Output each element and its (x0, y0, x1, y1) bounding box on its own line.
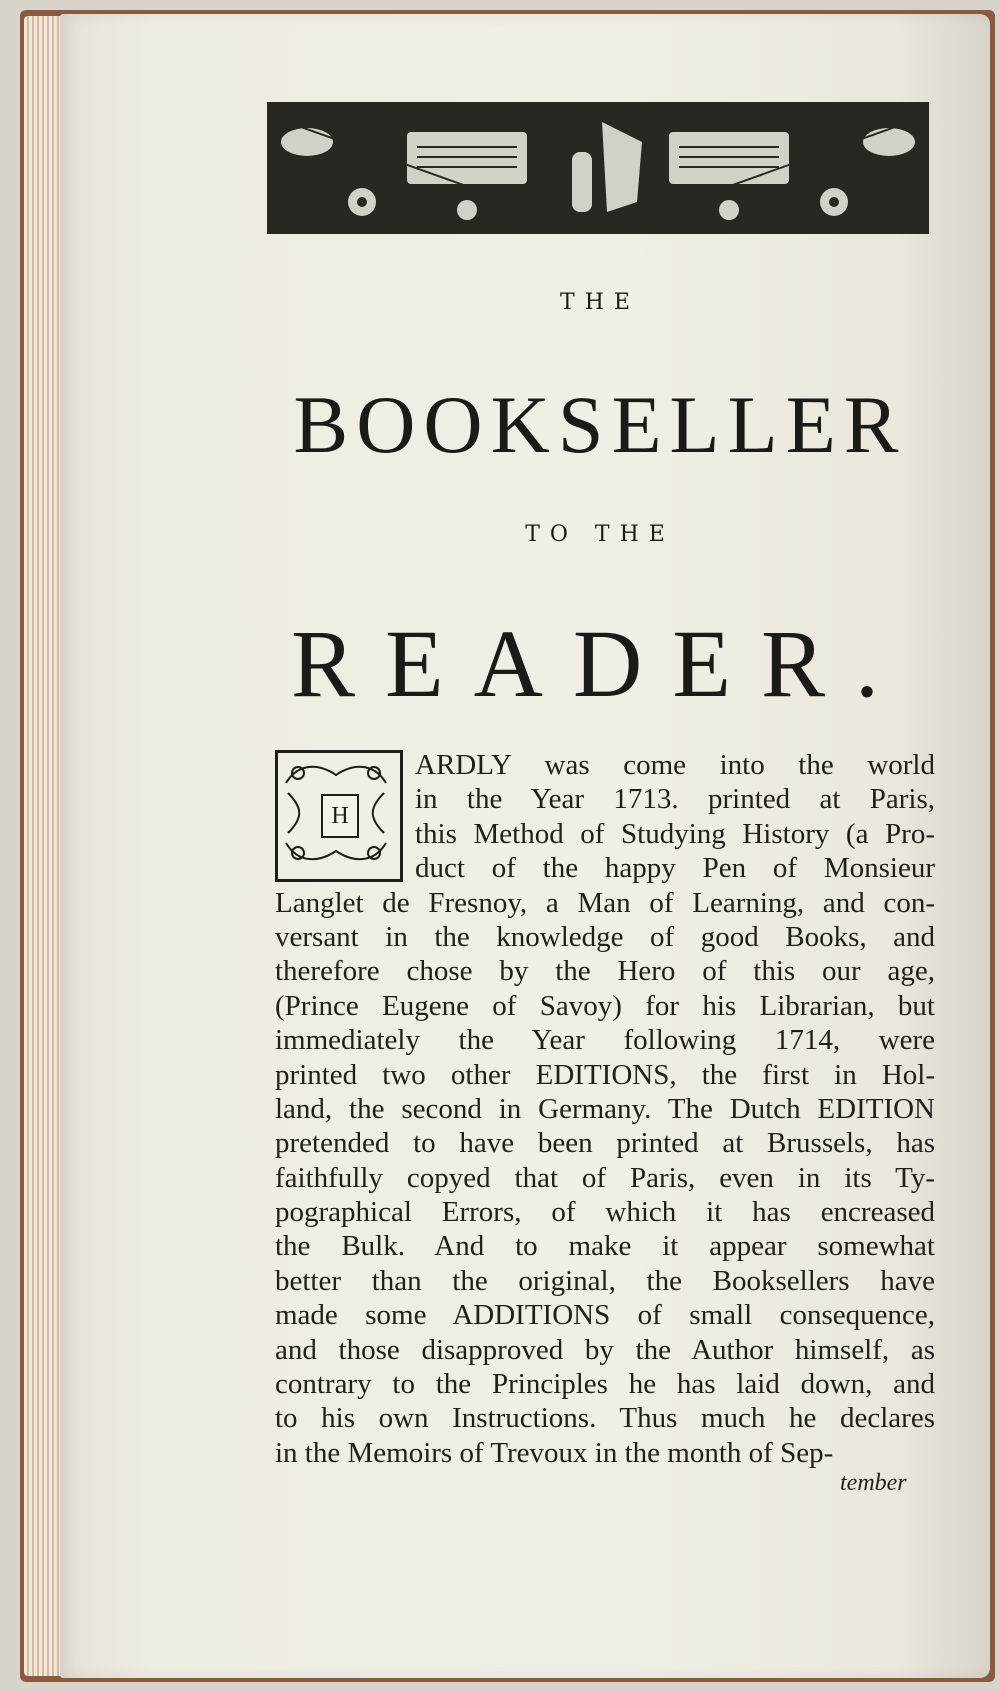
text-line: made some ADDITIONS of small consequence, (275, 1299, 935, 1332)
title-line-reader: READER. (291, 610, 909, 717)
body-text (275, 748, 935, 1470)
text-line: and those disapproved by the Author himself, as (275, 1333, 935, 1366)
drop-cap-letter: H (321, 794, 359, 838)
text-line: land, the second in Germany. The Dutch EDITION (275, 1092, 935, 1125)
text-line: this Method of Studying History (a Pro- (415, 817, 935, 850)
title-line-to-the: TO THE (525, 522, 675, 547)
text-line: the Bulk. And to make it appear somewhat (275, 1230, 935, 1263)
text-line: pretended to have been printed at Brussels, has (275, 1127, 935, 1160)
text-line: faithfully copyed that of Paris, even in its Ty- (275, 1161, 935, 1194)
text-line: versant in the knowledge of good Books, and (275, 920, 935, 953)
text-line: ARDLY was come into the world (415, 749, 935, 781)
woodcut-headpiece (267, 102, 929, 234)
text-line: immediately the Year following 1714, were (275, 1024, 935, 1057)
text-line: to his own Instructions. Thus much he declares (275, 1402, 935, 1435)
text-line: better than the original, the Booksellers have (275, 1264, 935, 1297)
text-line: printed two other EDITIONS, the first in Hol- (275, 1058, 935, 1091)
text-line: Langlet de Fresnoy, a Man of Learning, and con- (275, 886, 935, 919)
title-line-bookseller: BOOKSELLER (293, 379, 907, 470)
title-line-the: THE (560, 290, 640, 315)
text-line: contrary to the Principles he has laid down, and (275, 1368, 935, 1401)
text-line: pographical Errors, of which it has encreased (275, 1196, 935, 1229)
text-line: in the Memoirs of Trevoux in the month of Sep- (275, 1436, 834, 1469)
catchword: tember (840, 1470, 907, 1496)
text-line: duct of the happy Pen of Monsieur (415, 852, 935, 885)
text-line: in the Year 1713. printed at Paris, (415, 783, 935, 816)
text-line: (Prince Eugene of Savoy) for his Librarian, but (275, 989, 935, 1022)
text-line: therefore chose by the Hero of this our age, (275, 955, 935, 988)
